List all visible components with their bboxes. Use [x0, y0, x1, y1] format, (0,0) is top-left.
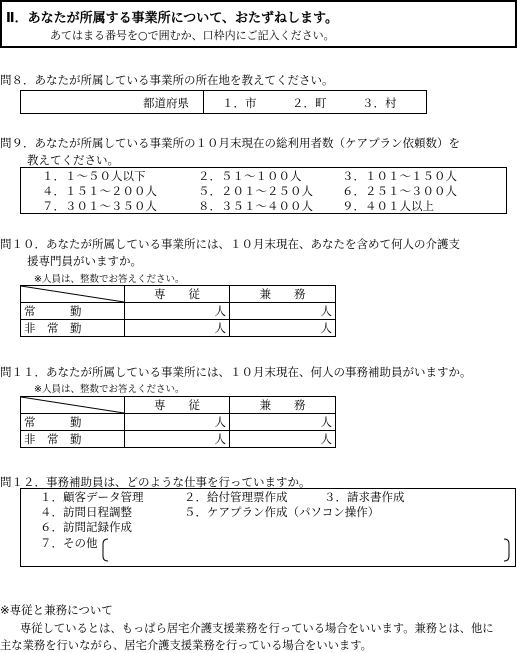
section-title: Ⅱ．あなたが所属する事業所について、おたずねします。 [6, 11, 339, 26]
q9-option-4[interactable]: ４．１５１～２００人 [42, 184, 157, 198]
q10-staff-table [20, 285, 336, 337]
q10-row-regular-label: 常 勤 [21, 303, 125, 320]
q9-label-line2: 教えてください。 [27, 153, 119, 167]
q10-note: ※人員は、整数でお答えください。 [34, 274, 185, 285]
q12-option-3[interactable]: ３．請求書作成 [324, 490, 405, 504]
q9-option-1[interactable]: １．１～５０人以下 [42, 169, 146, 183]
footnote-line2: 主な業務を行いながら、居宅介護支援業務を行っている場合をいいます。 [0, 639, 372, 652]
q10-regular-fulltime-input[interactable]: 人 [125, 303, 230, 320]
footnote-line1: 専従しているとは、もっぱら居宅介護支援業務を行っている場合をいいます。兼務とは、他に [20, 622, 494, 635]
q9-option-5[interactable]: ５．２０１～２５０人 [198, 184, 313, 198]
q11-label: 問１１．あなたが所属している事業所には、１０月末現在、何人の事務補助員がいますか。 [0, 365, 472, 379]
q11-diagonal-line [21, 397, 124, 413]
q8-option-town[interactable]: ２．町 [292, 96, 327, 110]
q10-diagonal-line [21, 286, 124, 302]
q12-other-bracket[interactable] [102, 538, 510, 562]
q9-option-6[interactable]: ６．２５１～３００人 [342, 184, 457, 198]
q12-option-4[interactable]: ４．訪問日程調整 [40, 505, 132, 519]
q12-option-7[interactable]: ７．その他 [40, 536, 98, 550]
q11-parttime-fulltime-input[interactable]: 人 [125, 431, 230, 448]
q11-row-regular-label: 常 勤 [21, 414, 125, 431]
q9-option-3[interactable]: ３．１０１～１５０人 [342, 169, 457, 183]
q11-note: ※人員は、整数でお答えください。 [34, 384, 185, 395]
q10-regular-concurrent-input[interactable]: 人 [230, 303, 336, 320]
q11-header-concurrent: 兼 務 [230, 397, 336, 414]
q11-header-fulltime: 専 従 [125, 397, 230, 414]
q10-parttime-fulltime-input[interactable]: 人 [125, 320, 230, 337]
q11-corner-cell [21, 397, 125, 414]
q10-header-concurrent: 兼 務 [230, 286, 336, 303]
q9-label-line1: 問９．あなたが所属している事業所の１０月末現在の総利用者数（ケアプラン依頼数）を [0, 136, 460, 150]
q8-option-city[interactable]: １．市 [222, 96, 257, 110]
q10-parttime-concurrent-input[interactable]: 人 [230, 320, 336, 337]
q10-header-fulltime: 専 従 [125, 286, 230, 303]
q9-option-7[interactable]: ７．３０１～３５０人 [42, 199, 157, 213]
q11-parttime-concurrent-input[interactable]: 人 [230, 431, 336, 448]
q9-option-9[interactable]: ９．４０１人以上 [342, 199, 434, 213]
q12-label: 問１２．事務補助員は、どのような仕事を行っていますか。 [0, 475, 311, 489]
q11-regular-fulltime-input[interactable]: 人 [125, 414, 230, 431]
q9-option-2[interactable]: ２．５１～１００人 [198, 169, 302, 183]
q12-option-2[interactable]: ２．給付管理票作成 [184, 490, 288, 504]
q8-divider [203, 90, 204, 114]
q11-regular-concurrent-input[interactable]: 人 [230, 414, 336, 431]
q11-staff-table [20, 396, 336, 448]
q8-label: 問８．あなたが所属している事業所の所在地を教えてください。 [0, 73, 334, 87]
section-subtitle: あてはまる番号を○で囲むか、口枠内にご記入ください。 [50, 29, 335, 42]
q10-corner-cell [21, 286, 125, 303]
q11-row-parttime-label: 非 常 勤 [21, 431, 125, 448]
q8-option-village[interactable]: ３．村 [362, 96, 397, 110]
q10-label-line1: 問１０．あなたが所属している事業所には、１０月末現在、あなたを含めて何人の介護支 [0, 237, 460, 251]
q10-label-line2: 援専門員がいますか。 [27, 254, 142, 268]
q12-option-1[interactable]: １．顧客データ管理 [40, 490, 144, 504]
footnote-title: ※専従と兼務について [0, 603, 113, 617]
q9-option-8[interactable]: ８．３５１～４００人 [198, 199, 313, 213]
q12-option-5[interactable]: ５．ケアプラン作成（パソコン操作） [184, 505, 380, 519]
q10-row-parttime-label: 非 常 勤 [21, 320, 125, 337]
q12-option-6[interactable]: ６．訪問記録作成 [40, 520, 132, 534]
q8-prefecture-label: 都道府県 [143, 96, 189, 110]
